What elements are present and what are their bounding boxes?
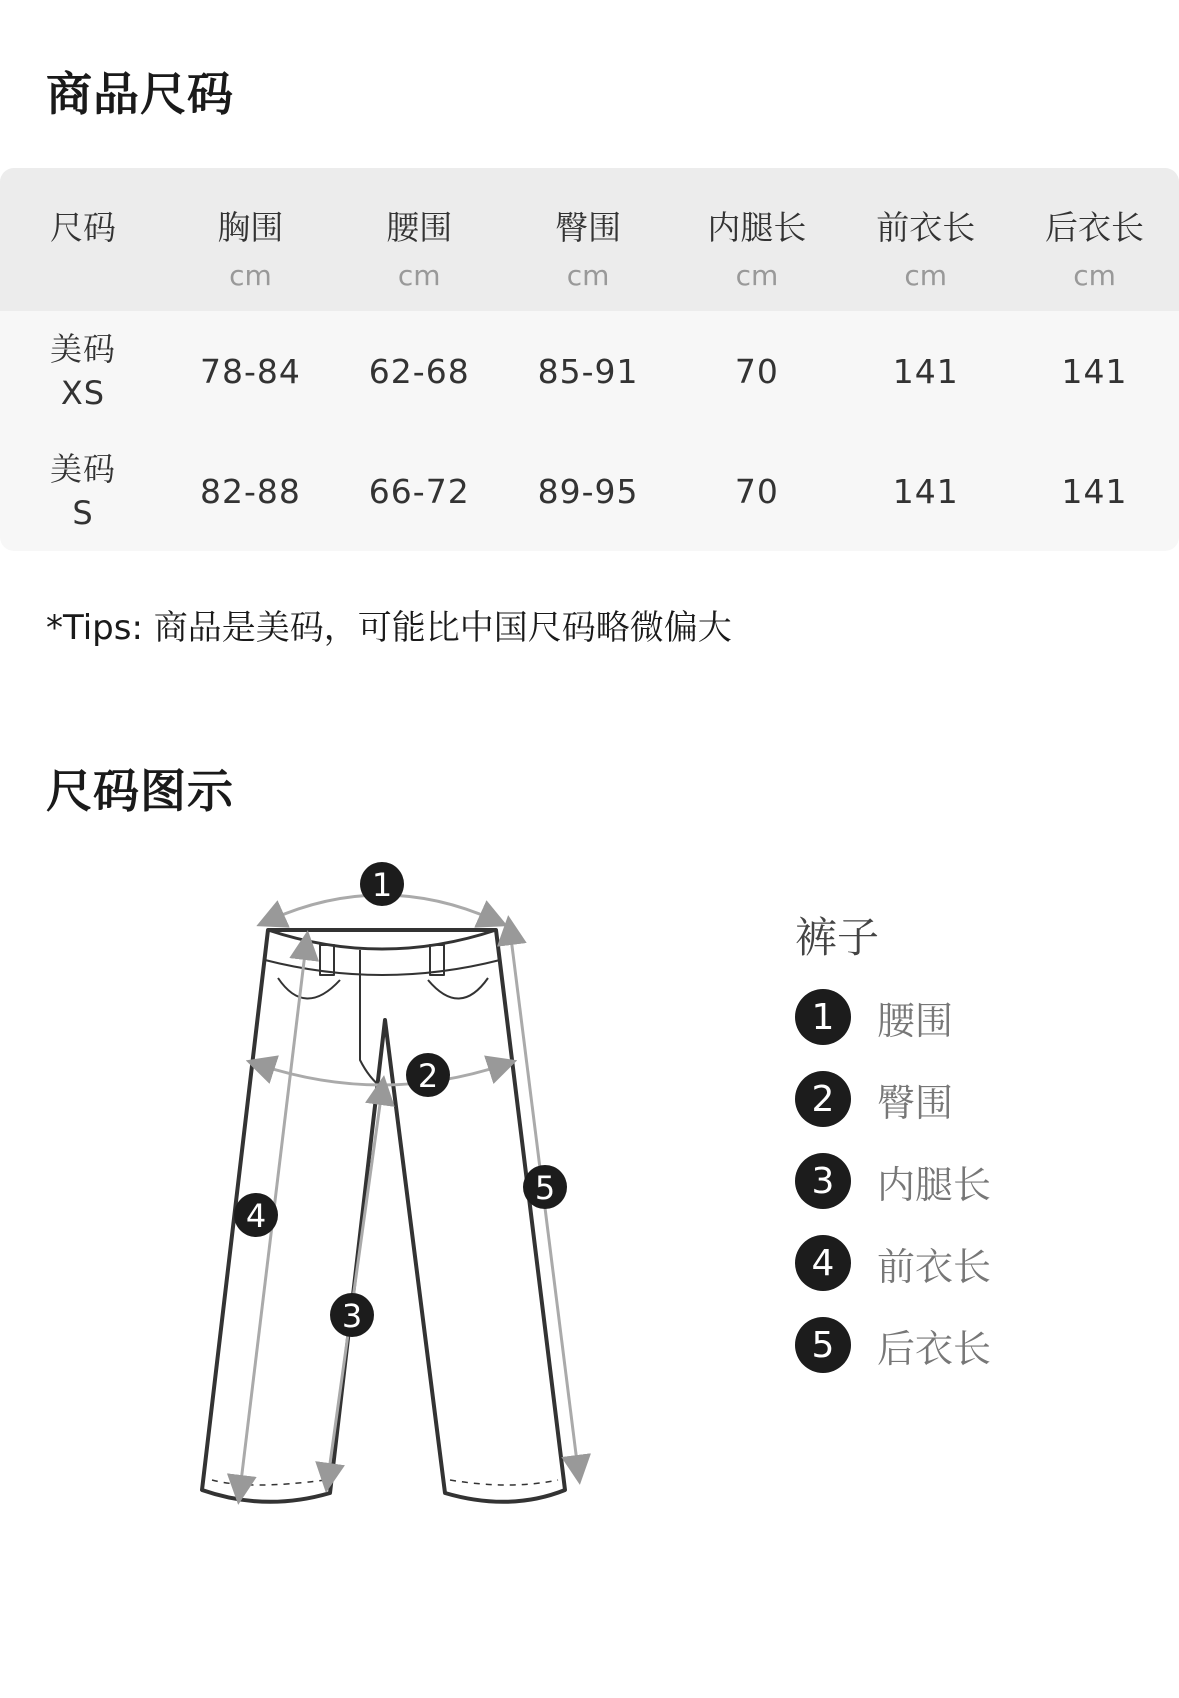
svg-text:1: 1 [371, 866, 393, 904]
header-waist [335, 168, 504, 292]
header-unit: cm [1073, 259, 1116, 292]
front-length-cell: 141 [892, 471, 959, 511]
hip-cell: 85-91 [537, 351, 639, 391]
size-table [0, 168, 1179, 551]
marker-2 [406, 1053, 450, 1097]
legend-label: 内腿长 [877, 1162, 992, 1207]
size-cell [0, 327, 166, 415]
size-tips: *Tips: 商品是美码，可能比中国尺码略微偏大 [46, 608, 732, 648]
svg-text:5: 5 [534, 1169, 556, 1207]
header-unit: cm [397, 259, 441, 292]
header-size [0, 168, 166, 249]
legend-number: 2 [795, 1071, 851, 1127]
header-front-length [841, 168, 1010, 292]
diagram-legend [795, 905, 991, 1399]
legend-item [795, 1317, 991, 1373]
table-header [0, 168, 1179, 311]
header-label: 胸围 [217, 208, 284, 247]
marker-3 [330, 1293, 374, 1337]
hip-cell: 89-95 [537, 471, 639, 511]
marker-5 [523, 1165, 567, 1209]
svg-text:2: 2 [417, 1057, 439, 1095]
legend-item [795, 1071, 991, 1127]
diagram-section-title: 尺码图示 [46, 764, 234, 818]
header-back-length [1010, 168, 1179, 292]
legend-number: 3 [795, 1153, 851, 1209]
legend-item [795, 1153, 991, 1209]
size-code: XS [60, 374, 106, 412]
legend-title: 裤子 [795, 913, 880, 962]
legend-label: 前衣长 [877, 1244, 992, 1289]
back-length-cell: 141 [1061, 471, 1128, 511]
svg-text:4: 4 [245, 1197, 267, 1235]
header-unit: cm [735, 259, 779, 292]
size-section-title: 商品尺码 [46, 67, 234, 121]
waist-cell: 66-72 [368, 471, 470, 511]
header-unit: cm [566, 259, 610, 292]
pants-illustration [180, 850, 600, 1510]
size-region: 美码 [49, 330, 116, 368]
legend-label: 臀围 [877, 1080, 954, 1125]
header-hip [504, 168, 673, 292]
legend-label: 腰围 [877, 998, 954, 1043]
size-region: 美码 [49, 450, 116, 488]
legend-label: 后衣长 [877, 1326, 992, 1371]
legend-number: 5 [795, 1317, 851, 1373]
size-diagram [0, 850, 1179, 1550]
size-cell [0, 447, 166, 535]
header-chest [166, 168, 335, 292]
chest-cell: 78-84 [199, 351, 301, 391]
legend-number: 1 [795, 989, 851, 1045]
header-label: 前衣长 [876, 208, 976, 247]
legend-number: 4 [795, 1235, 851, 1291]
front-length-cell: 141 [892, 351, 959, 391]
header-label: 尺码 [50, 208, 116, 247]
size-code: S [72, 494, 94, 532]
header-inseam [672, 168, 841, 292]
back-length-cell: 141 [1061, 351, 1128, 391]
header-unit: cm [229, 259, 272, 292]
header-label: 后衣长 [1045, 208, 1145, 247]
marker-1 [360, 862, 404, 906]
inseam-cell: 70 [734, 471, 779, 511]
legend-item [795, 989, 991, 1045]
header-label: 腰围 [386, 208, 453, 247]
header-label: 内腿长 [707, 208, 807, 247]
legend-item [795, 1235, 991, 1291]
header-unit: cm [904, 259, 948, 292]
waist-cell: 62-68 [368, 351, 470, 391]
header-label: 臀围 [555, 208, 622, 247]
table-row [0, 431, 1179, 551]
chest-cell: 82-88 [199, 471, 301, 511]
table-row [0, 311, 1179, 431]
marker-4 [234, 1193, 278, 1237]
svg-text:3: 3 [341, 1297, 363, 1335]
inseam-cell: 70 [734, 351, 779, 391]
